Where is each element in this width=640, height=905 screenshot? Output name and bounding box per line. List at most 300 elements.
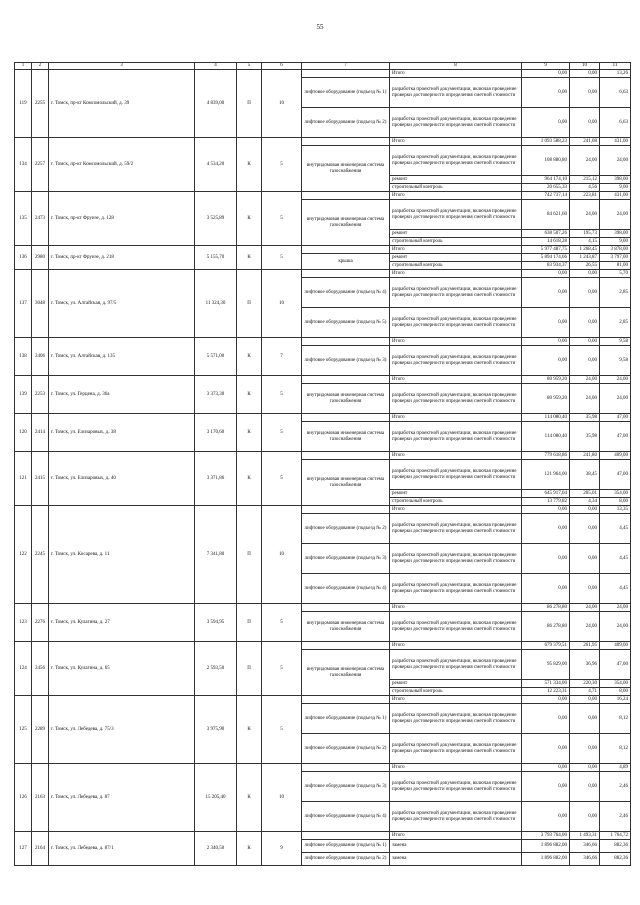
cost-total: 5 977 487,75	[522, 246, 570, 254]
cost-limit: 47,00	[600, 460, 631, 490]
column-header: 11	[600, 63, 631, 70]
house-address: г. Томск, пр-кт Фрунзе, д. 128	[49, 192, 195, 246]
house-address: г. Томск, пр-кт Фрунзе, д. 218	[49, 246, 195, 270]
cost-total: 0,00	[522, 346, 570, 376]
cost-limit: 882,36	[600, 840, 631, 853]
work-object-type	[302, 70, 390, 78]
cost-limit: 24,00	[600, 146, 631, 176]
house-floors: 5	[262, 604, 302, 642]
work-object-type: лифтовое оборудование (подъезд № 3)	[302, 346, 390, 376]
house-code: 2415	[32, 452, 49, 506]
house-area: 2 340,50	[195, 832, 237, 866]
house-area: 2 593,50	[195, 642, 237, 696]
cost-total: 86 278,80	[522, 604, 570, 612]
work-object-type: внутридомовая инженерная система газоснабжения	[302, 612, 390, 642]
house-floors: 5	[262, 376, 302, 414]
cost-total: 3 793 764,00	[522, 832, 570, 840]
cost-limit: 13,26	[600, 70, 631, 78]
table-row	[15, 452, 631, 460]
cost-limit: 8,00	[600, 688, 631, 696]
house-code: 2255	[32, 70, 49, 138]
work-description: ремонт	[390, 176, 522, 184]
house-code: 2414	[32, 414, 49, 452]
cost-total: 80 959,20	[522, 384, 570, 414]
table-row	[15, 604, 631, 612]
work-description: разработка проектной документации, включая проведение проверки достоверности определения сметной стоимости	[390, 704, 522, 734]
work-description: разработка проектной документации, включая проведение проверки достоверности определения сметной стоимости	[390, 308, 522, 338]
cost-total: 0,00	[522, 772, 570, 802]
cost-limit: 431,00	[600, 138, 631, 146]
work-description: Итого	[390, 642, 522, 650]
house-category: К	[237, 764, 262, 832]
house-code: 2456	[32, 642, 49, 696]
work-object-type	[302, 376, 390, 384]
work-description: разработка проектной документации, включая проведение проверки достоверности определения сметной стоимости	[390, 772, 522, 802]
cost-limit: 354,00	[600, 680, 631, 688]
cost-per-m2: 24,00	[570, 200, 600, 230]
cost-per-m2: 0,00	[570, 506, 600, 514]
work-object-type: лифтовое оборудование (подъезд № 2)	[302, 108, 390, 138]
house-code: 2164	[32, 832, 49, 866]
row-number: 124	[15, 642, 32, 696]
house-address: г. Томск, ул. Лебедева, д. 87/1	[49, 832, 195, 866]
work-description: строительный контроль	[390, 184, 522, 192]
table-row	[15, 192, 631, 200]
table-row	[15, 70, 631, 78]
house-floors: 10	[262, 70, 302, 138]
cost-per-m2: 0,00	[570, 802, 600, 832]
cost-per-m2: 0,00	[570, 308, 600, 338]
cost-limit: 16,24	[600, 696, 631, 704]
column-header: 1	[15, 63, 32, 70]
row-number: 125	[15, 696, 32, 764]
work-object-type	[302, 138, 390, 146]
house-address: г. Томск, ул. Герцена, д. 36а	[49, 376, 195, 414]
cost-total: 0,00	[522, 696, 570, 704]
work-object-type: лифтовое оборудование (подъезд № 1)	[302, 78, 390, 108]
work-description: разработка проектной документации, включая проведение проверки достоверности определения сметной стоимости	[390, 612, 522, 642]
house-address: г. Томск, ул. Лебедева, д. 87	[49, 764, 195, 832]
column-header: 4	[195, 63, 237, 70]
house-floors: 7	[262, 338, 302, 376]
work-object-type: лифтовое оборудование (подъезд № 4)	[302, 278, 390, 308]
work-description: Итого	[390, 506, 522, 514]
work-object-type: лифтовое оборудование (подъезд № 4)	[302, 802, 390, 832]
cost-limit: 882,36	[600, 853, 631, 866]
cost-per-m2: 4,71	[570, 688, 600, 696]
cost-limit: 9,58	[600, 338, 631, 346]
work-description: разработка проектной документации, включая проведение проверки достоверности определения сметной стоимости	[390, 278, 522, 308]
work-description: Итого	[390, 764, 522, 772]
work-object-type	[302, 270, 390, 278]
cost-per-m2: 0,00	[570, 514, 600, 544]
work-object-type	[302, 192, 390, 200]
house-category: К	[237, 246, 262, 270]
cost-limit: 409,00	[600, 642, 631, 650]
cost-limit: 5,70	[600, 270, 631, 278]
cost-limit: 47,00	[600, 650, 631, 680]
house-area: 3 594,95	[195, 604, 237, 642]
work-description: Итого	[390, 246, 522, 254]
cost-per-m2: 36,96	[570, 650, 600, 680]
cost-total: 1 896 882,00	[522, 853, 570, 866]
work-description: разработка проектной документации, включая проведение проверки достоверности определения сметной стоимости	[390, 514, 522, 544]
work-description: строительный контроль	[390, 498, 522, 506]
cost-total: 0,00	[522, 270, 570, 278]
house-category: К	[237, 414, 262, 452]
cost-total: 12 223,31	[522, 688, 570, 696]
work-description: разработка проектной документации, включая проведение проверки достоверности определения сметной стоимости	[390, 78, 522, 108]
cost-total: 742 737,14	[522, 192, 570, 200]
cost-total: 0,00	[522, 308, 570, 338]
work-description: ремонт	[390, 230, 522, 238]
cost-total: 638 507,26	[522, 230, 570, 238]
work-object-type	[302, 246, 390, 254]
work-description: разработка проектной документации, включая проведение проверки достоверности определения сметной стоимости	[390, 346, 522, 376]
cost-per-m2: 0,00	[570, 544, 600, 574]
work-description: Итого	[390, 376, 522, 384]
cost-limit: 1 764,72	[600, 832, 631, 840]
cost-total: 13 779,82	[522, 498, 570, 506]
cost-total: 80 959,20	[522, 376, 570, 384]
cost-limit: 2,85	[600, 308, 631, 338]
cost-total: 1 896 882,00	[522, 840, 570, 853]
cost-total: 14 618,28	[522, 238, 570, 246]
house-code: 2980	[32, 246, 49, 270]
column-header: 9	[522, 63, 570, 70]
cost-per-m2: 24,00	[570, 612, 600, 642]
work-object-type: лифтовое оборудование (подъезд № 3)	[302, 772, 390, 802]
work-object-type: лифтовое оборудование (подъезд № 2)	[302, 853, 390, 866]
cost-per-m2: 0,00	[570, 772, 600, 802]
house-floors: 5	[262, 642, 302, 696]
work-description: Итого	[390, 414, 522, 422]
cost-per-m2: 0,00	[570, 70, 600, 78]
cost-limit: 431,00	[600, 192, 631, 200]
page-number: 55	[316, 23, 324, 31]
house-floors: 10	[262, 270, 302, 338]
cost-per-m2: 241,80	[570, 452, 600, 460]
house-area: 4 534,20	[195, 138, 237, 192]
house-address: г. Томск, ул. Алтайская, д. 135	[49, 338, 195, 376]
work-object-type	[302, 604, 390, 612]
cost-limit: 47,00	[600, 414, 631, 422]
cost-per-m2: 0,00	[570, 704, 600, 734]
house-address: г. Томск, ул. Елизаровых, д. 40	[49, 452, 195, 506]
work-description: разработка проектной документации, включая проведение проверки достоверности определения сметной стоимости	[390, 650, 522, 680]
house-address: г. Томск, ул. Кулагина, д. 27	[49, 604, 195, 642]
house-code: 2406	[32, 338, 49, 376]
row-number: 135	[15, 192, 32, 246]
cost-per-m2: 24,00	[570, 604, 600, 612]
column-header: 3	[49, 63, 195, 70]
row-number: 134	[15, 138, 32, 192]
table-row	[15, 270, 631, 278]
cost-per-m2: 223,81	[570, 192, 600, 200]
cost-limit: 24,00	[600, 604, 631, 612]
work-description: разработка проектной документации, включая проведение проверки достоверности определения сметной стоимости	[390, 544, 522, 574]
work-description: строительный контроль	[390, 688, 522, 696]
cost-per-m2: 346,66	[570, 840, 600, 853]
cost-total: 95 829,00	[522, 650, 570, 680]
house-address: г. Томск, пр-кт Комсомольский, д. 39	[49, 70, 195, 138]
cost-total: 121 964,00	[522, 460, 570, 490]
table-row	[15, 506, 631, 514]
cost-total: 84 621,60	[522, 200, 570, 230]
table-row	[15, 764, 631, 772]
house-address: г. Томск, пр-кт Комсомольский, д. 59/2	[49, 138, 195, 192]
work-object-type	[302, 642, 390, 650]
work-object-type	[302, 338, 390, 346]
work-object-type: внутридомовая инженерная система газоснабжения	[302, 384, 390, 414]
cost-per-m2: 195,73	[570, 230, 600, 238]
cost-total: 679 379,51	[522, 642, 570, 650]
cost-limit: 4,45	[600, 544, 631, 574]
house-category: П	[237, 642, 262, 696]
house-category: К	[237, 832, 262, 866]
house-category: К	[237, 192, 262, 246]
cost-per-m2: 35,98	[570, 414, 600, 422]
cost-total: 0,00	[522, 764, 570, 772]
cost-total: 114 080,40	[522, 422, 570, 452]
work-object-type: внутридомовая инженерная система газоснабжения	[302, 146, 390, 192]
cost-total: 0,00	[522, 734, 570, 764]
work-description: строительный контроль	[390, 238, 522, 246]
cost-limit: 354,00	[600, 490, 631, 498]
row-number: 137	[15, 270, 32, 338]
cost-per-m2: 0,00	[570, 108, 600, 138]
cost-limit: 4,45	[600, 574, 631, 604]
cost-per-m2: 35,98	[570, 422, 600, 452]
cost-per-m2: 0,00	[570, 734, 600, 764]
work-object-type: крыша	[302, 254, 390, 270]
work-object-type: внутридомовая инженерная система газоснабжения	[302, 650, 390, 696]
table-row	[15, 246, 631, 254]
cost-total: 0,00	[522, 506, 570, 514]
cost-limit: 8,12	[600, 734, 631, 764]
work-object-type: лифтовое оборудование (подъезд № 3)	[302, 544, 390, 574]
cost-limit: 409,00	[600, 452, 631, 460]
table-row	[15, 642, 631, 650]
cost-per-m2: 0,00	[570, 764, 600, 772]
row-number: 136	[15, 246, 32, 270]
cost-per-m2: 215,12	[570, 176, 600, 184]
house-address: г. Томск, ул. Лебедева, д. 75/3	[49, 696, 195, 764]
cost-per-m2: 0,00	[570, 574, 600, 604]
house-floors: 5	[262, 414, 302, 452]
work-object-type	[302, 452, 390, 460]
row-number: 121	[15, 452, 32, 506]
cost-limit: 3 797,00	[600, 254, 631, 262]
cost-limit: 2,46	[600, 772, 631, 802]
cost-per-m2: 24,00	[570, 376, 600, 384]
house-floors: 5	[262, 138, 302, 192]
house-code: 2289	[32, 696, 49, 764]
house-area: 15 205,40	[195, 764, 237, 832]
cost-per-m2: 4,34	[570, 498, 600, 506]
cost-per-m2: 0,00	[570, 696, 600, 704]
row-number: 122	[15, 506, 32, 604]
cost-per-m2: 261,95	[570, 642, 600, 650]
cost-limit: 398,00	[600, 230, 631, 238]
cost-per-m2: 0,00	[570, 78, 600, 108]
cost-limit: 3 878,00	[600, 246, 631, 254]
work-description: Итого	[390, 452, 522, 460]
row-number: 127	[15, 832, 32, 866]
work-object-type: внутридомовая инженерная система газоснабжения	[302, 422, 390, 452]
house-area: 3 525,89	[195, 192, 237, 246]
house-category: К	[237, 376, 262, 414]
cost-total: 645 917,04	[522, 490, 570, 498]
cost-total: 86 278,80	[522, 612, 570, 642]
cost-per-m2: 1 268,45	[570, 246, 600, 254]
house-address: г. Томск, ул. Косарева, д. 11	[49, 506, 195, 604]
house-address: г. Томск, ул. Кулагина, д. 65	[49, 642, 195, 696]
work-description: ремонт	[390, 254, 522, 262]
cost-total: 0,00	[522, 574, 570, 604]
cost-limit: 2,85	[600, 278, 631, 308]
table-row	[15, 376, 631, 384]
house-area: 3 170,60	[195, 414, 237, 452]
work-description: разработка проектной документации, включая проведение проверки достоверности определения сметной стоимости	[390, 574, 522, 604]
house-code: 2473	[32, 192, 49, 246]
cost-limit: 9,00	[600, 184, 631, 192]
table-row	[15, 138, 631, 146]
cost-limit: 8,12	[600, 704, 631, 734]
work-description: ремонт	[390, 680, 522, 688]
cost-total: 114 080,40	[522, 414, 570, 422]
house-floors: 5	[262, 452, 302, 506]
work-object-type	[302, 506, 390, 514]
work-object-type: лифтовое оборудование (подъезд № 1)	[302, 840, 390, 853]
table-row	[15, 414, 631, 422]
house-area: 4 839,00	[195, 70, 237, 138]
cost-per-m2: 24,00	[570, 146, 600, 176]
work-object-type: лифтовое оборудование (подъезд № 5)	[302, 308, 390, 338]
cost-total: 964 174,10	[522, 176, 570, 184]
cost-limit: 13,35	[600, 506, 631, 514]
cost-per-m2: 0,00	[570, 346, 600, 376]
row-number: 138	[15, 338, 32, 376]
work-description: Итого	[390, 604, 522, 612]
table-header-row	[15, 63, 631, 70]
cost-total: 0,00	[522, 514, 570, 544]
house-code: 2253	[32, 376, 49, 414]
cost-total: 0,00	[522, 278, 570, 308]
work-object-type: лифтовое оборудование (подъезд № 2)	[302, 734, 390, 764]
column-header: 8	[390, 63, 522, 70]
house-category: К	[237, 696, 262, 764]
house-category: К	[237, 138, 262, 192]
house-category: К	[237, 338, 262, 376]
work-description: Итого	[390, 70, 522, 78]
work-object-type	[302, 414, 390, 422]
work-description: ремонт	[390, 490, 522, 498]
house-floors: 5	[262, 696, 302, 764]
cost-total: 1 093 588,23	[522, 138, 570, 146]
work-description: разработка проектной документации, включая проведение проверки достоверности определения сметной стоимости	[390, 460, 522, 490]
house-category: К	[237, 452, 262, 506]
cost-limit: 81,00	[600, 262, 631, 270]
work-description: разработка проектной документации, включая проведение проверки достоверности определения сметной стоимости	[390, 200, 522, 230]
work-description: Итого	[390, 696, 522, 704]
cost-per-m2: 26,55	[570, 262, 600, 270]
work-description: разработка проектной документации, включая проведение проверки достоверности определения сметной стоимости	[390, 146, 522, 176]
work-description: Итого	[390, 192, 522, 200]
house-floors: 10	[262, 506, 302, 604]
cost-per-m2: 0,00	[570, 270, 600, 278]
house-area: 3 373,30	[195, 376, 237, 414]
table-row	[15, 832, 631, 840]
work-object-type: лифтовое оборудование (подъезд № 1)	[302, 704, 390, 734]
table-row	[15, 696, 631, 704]
column-header: 5	[237, 63, 262, 70]
work-object-type	[302, 832, 390, 840]
cost-limit: 398,00	[600, 176, 631, 184]
house-code: 2163	[32, 764, 49, 832]
cost-total: 83 934,37	[522, 262, 570, 270]
work-object-type: внутридомовая инженерная система газоснабжения	[302, 460, 390, 506]
house-category: П	[237, 604, 262, 642]
cost-limit: 24,00	[600, 200, 631, 230]
work-description: разработка проектной документации, включая проведение проверки достоверности определения сметной стоимости	[390, 802, 522, 832]
house-area: 3 371,86	[195, 452, 237, 506]
cost-limit: 4,45	[600, 514, 631, 544]
work-object-type: внутридомовая инженерная система газоснабжения	[302, 200, 390, 246]
cost-limit: 24,00	[600, 376, 631, 384]
house-area: 5 571,00	[195, 338, 237, 376]
cost-per-m2: 0,00	[570, 278, 600, 308]
house-category: П	[237, 506, 262, 604]
house-category: П	[237, 270, 262, 338]
cost-per-m2: 241,08	[570, 138, 600, 146]
cost-per-m2: 205,01	[570, 490, 600, 498]
work-description: Итого	[390, 338, 522, 346]
work-description: Итого	[390, 138, 522, 146]
cost-limit: 9,00	[600, 238, 631, 246]
column-header: 6	[262, 63, 302, 70]
capital-repair-table	[14, 62, 631, 866]
work-description: разработка проектной документации, включая проведение проверки достоверности определения сметной стоимости	[390, 422, 522, 452]
cost-total: 0,00	[522, 544, 570, 574]
column-header: 2	[32, 63, 49, 70]
cost-limit: 24,00	[600, 384, 631, 414]
table-row	[15, 338, 631, 346]
row-number: 119	[15, 70, 32, 138]
work-description: разработка проектной документации, включая проведение проверки достоверности определения сметной стоимости	[390, 734, 522, 764]
cost-per-m2: 4,56	[570, 184, 600, 192]
work-object-type: лифтовое оборудование (подъезд № 4)	[302, 574, 390, 604]
house-area: 3 975,90	[195, 696, 237, 764]
house-floors: 10	[262, 764, 302, 832]
work-description: разработка проектной документации, включая проведение проверки достоверности определения сметной стоимости	[390, 384, 522, 414]
cost-total: 0,00	[522, 70, 570, 78]
work-description: замена	[390, 853, 522, 866]
cost-per-m2: 346,66	[570, 853, 600, 866]
work-description: строительный контроль	[390, 262, 522, 270]
cost-total: 108 880,80	[522, 146, 570, 176]
work-description: разработка проектной документации, включая проведение проверки достоверности определения сметной стоимости	[390, 108, 522, 138]
work-description: Итого	[390, 270, 522, 278]
row-number: 139	[15, 376, 32, 414]
house-floors: 5	[262, 246, 302, 270]
house-area: 5 155,70	[195, 246, 237, 270]
cost-per-m2: 38,45	[570, 460, 600, 490]
cost-limit: 9,58	[600, 346, 631, 376]
cost-limit: 6,63	[600, 78, 631, 108]
house-floors: 9	[262, 832, 302, 866]
cost-total: 571 334,00	[522, 680, 570, 688]
